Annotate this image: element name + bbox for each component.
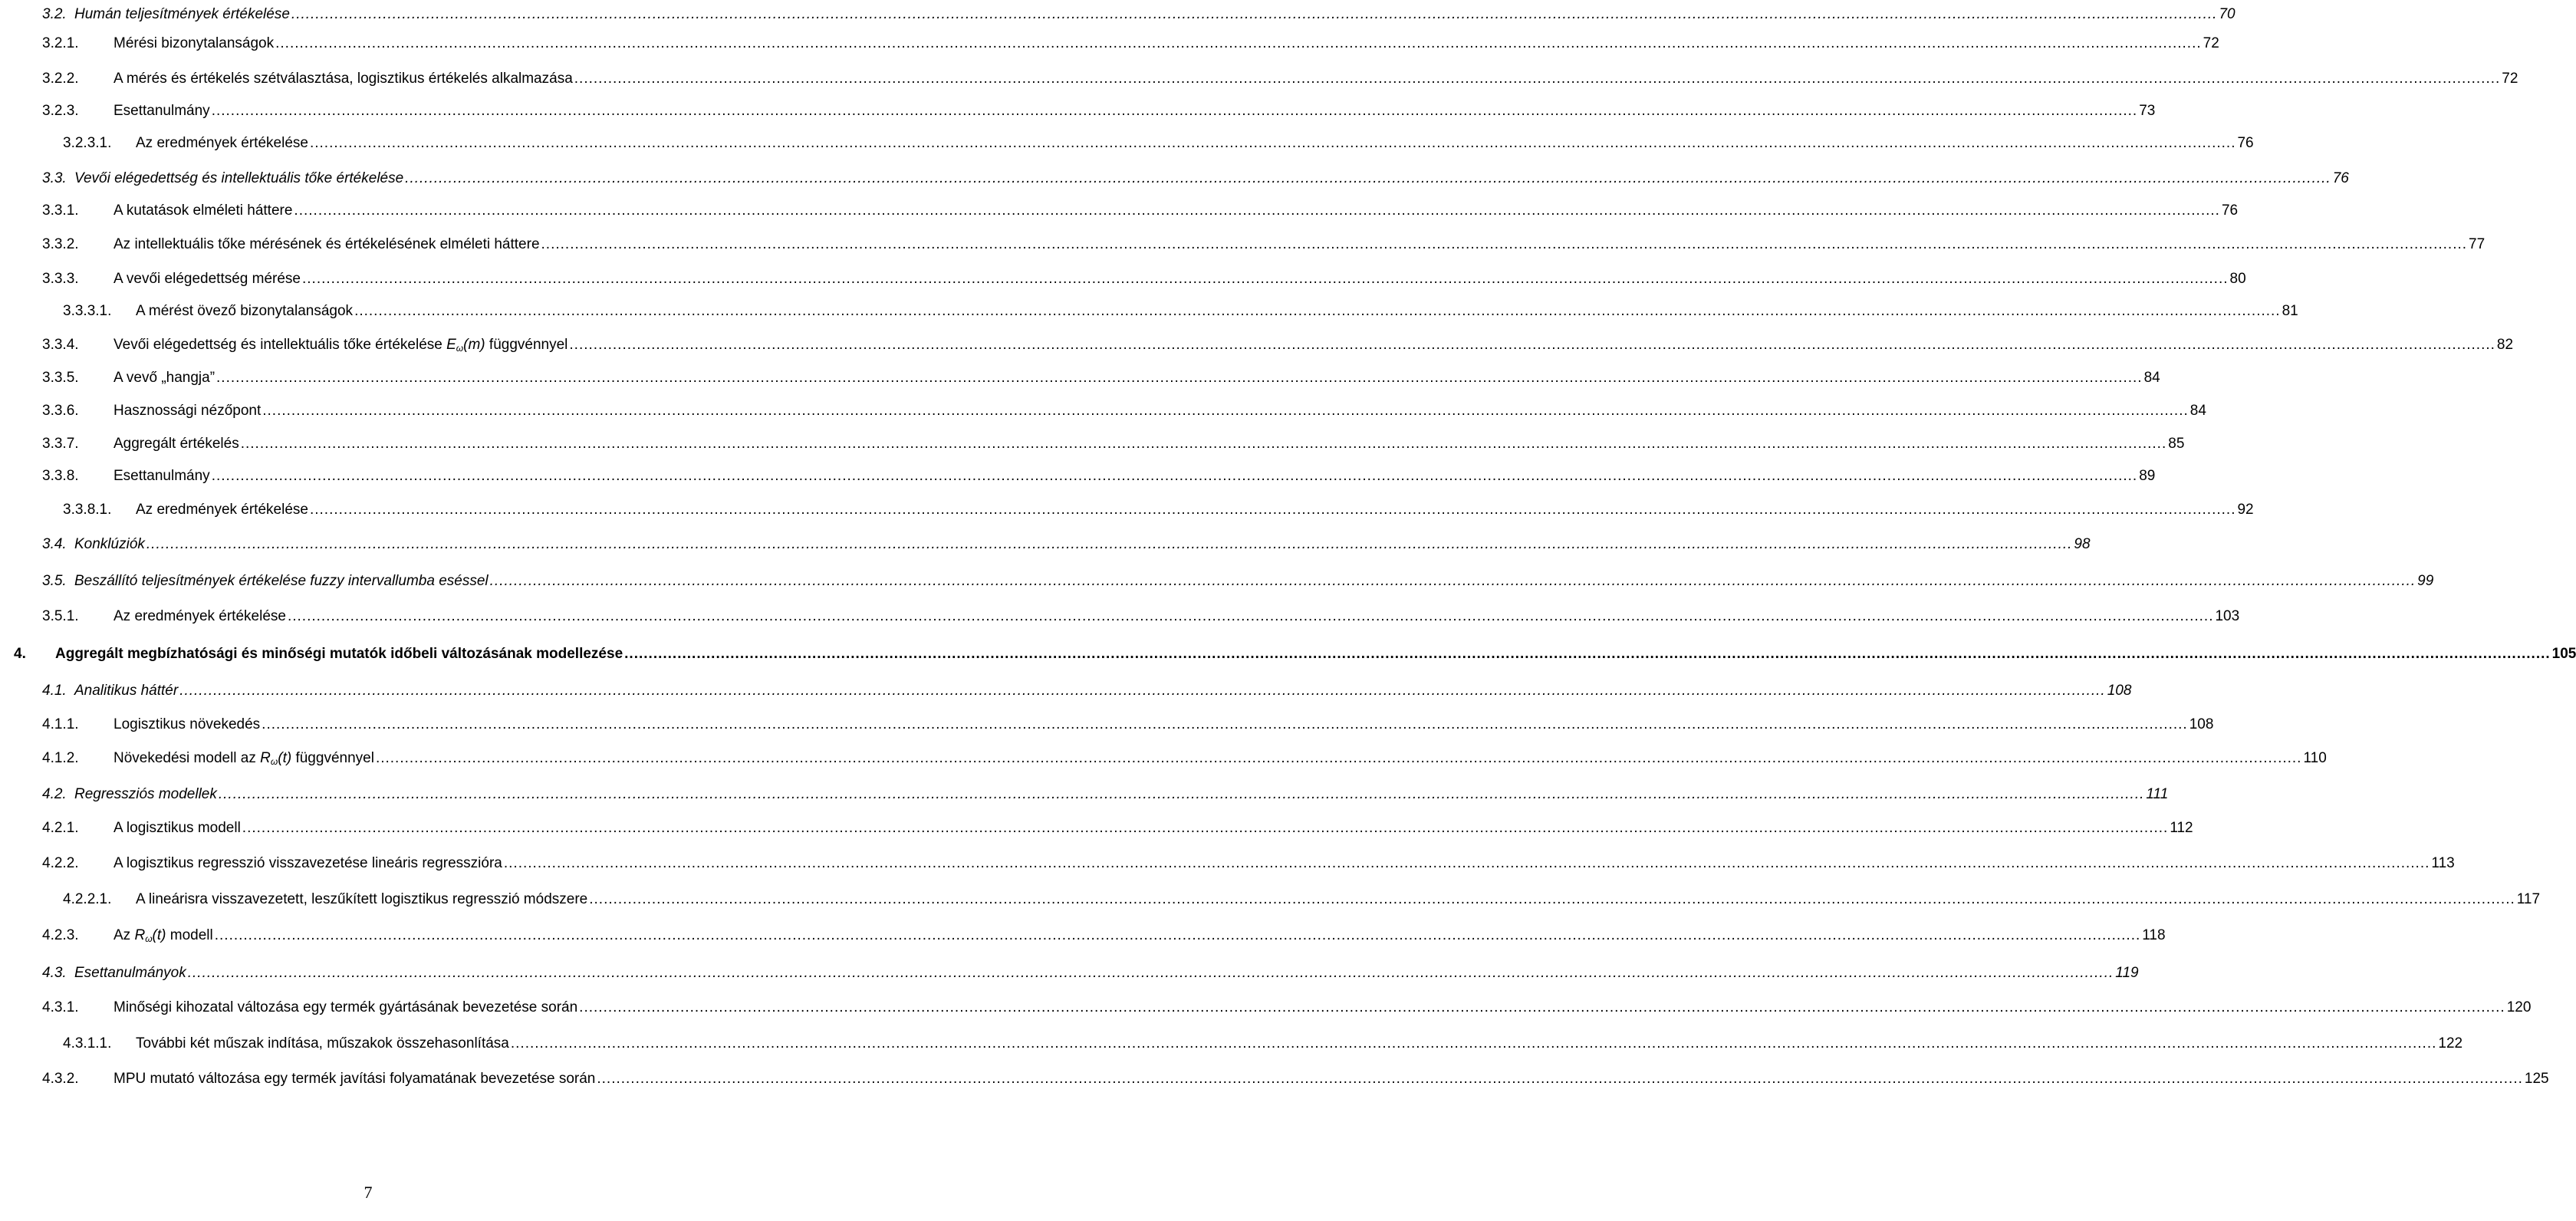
toc-formula-subscript: ω — [456, 343, 464, 354]
toc-entry-number: 4.3. — [42, 965, 67, 981]
toc-formula-symbol: R — [134, 927, 146, 943]
toc-entry-title: Analitikus háttér — [74, 683, 179, 699]
toc-entry-number: 3.3.7. — [42, 436, 79, 452]
toc-entry-number: 3.2.1. — [42, 35, 79, 51]
toc-entry-title — [114, 927, 213, 944]
toc-dot-leader: ................................................................................................................................................................................................................................................................................................................................................................................................................ — [242, 820, 2169, 836]
toc-entry-title: Aggregált megbízhatósági és minőségi mutatók időbeli változásának modellezése — [55, 646, 623, 662]
toc-entry-page: 81 — [2282, 303, 2298, 319]
toc-dot-leader: ................................................................................................................................................................................................................................................................................................................................................................................................................ — [309, 135, 2236, 151]
toc-entry-number: 4.2.2. — [42, 855, 79, 871]
toc-entry-number: 3.2.2. — [42, 71, 79, 87]
toc-entry-number: 3.5.1. — [42, 608, 79, 624]
toc-entry-title: A mérés és értékelés szétválasztása, logisztikus értékelés alkalmazása — [114, 71, 573, 87]
toc-entry[interactable] — [42, 710, 2214, 733]
toc-entry[interactable] — [42, 921, 2166, 944]
toc-entry-title: Humán teljesítmények értékelése — [74, 6, 290, 22]
toc-entry-page: 92 — [2237, 502, 2254, 518]
toc-entry-page: 85 — [2168, 436, 2185, 452]
toc-entry-title: Vevői elégedettség és intellektuális tőke értékelése — [74, 170, 404, 186]
toc-entry-title: Aggregált értékelés — [114, 436, 239, 452]
toc-title-text: függvénnyel — [485, 337, 568, 353]
toc-entry[interactable] — [42, 397, 2206, 420]
toc-dot-leader: ................................................................................................................................................................................................................................................................................................................................................................................................................ — [262, 716, 2188, 732]
toc-entry[interactable] — [42, 780, 2169, 803]
toc-entry-title: Mérési bizonytalanságok — [114, 35, 275, 51]
toc-entry-title: Esettanulmány — [114, 468, 210, 484]
toc-dot-leader: ................................................................................................................................................................................................................................................................................................................................................................................................................ — [574, 71, 2501, 87]
toc-entry-page: 72 — [2502, 71, 2518, 87]
toc-entry-page: 108 — [2107, 683, 2132, 699]
toc-entry-page: 84 — [2189, 403, 2206, 419]
toc-entry-number: 3.3.1. — [42, 202, 79, 219]
toc-entry-number: 3.2.3. — [42, 103, 79, 119]
toc-formula — [446, 337, 485, 353]
toc-entry-page: 73 — [2139, 103, 2156, 119]
toc-entry-page: 110 — [2303, 750, 2327, 766]
toc-dot-leader: ................................................................................................................................................................................................................................................................................................................................................................................................................ — [569, 337, 2495, 353]
toc-entry-title: MPU mutató változása egy termék javítási folyamatának bevezetése során — [114, 1071, 596, 1087]
toc-entry-title: Az intellektuális tőke mérésének és értékelésének elméleti háttere — [114, 236, 540, 252]
toc-entry-title: Esettanulmányok — [74, 965, 186, 981]
toc-entry-title: A kutatások elméleti háttere — [114, 202, 293, 219]
toc-entry[interactable] — [42, 331, 2514, 354]
toc-dot-leader: ................................................................................................................................................................................................................................................................................................................................................................................................................ — [216, 370, 2143, 386]
toc-entry-number: 4.3.2. — [42, 1071, 79, 1087]
toc-entry[interactable] — [63, 129, 2254, 152]
toc-entry[interactable] — [42, 97, 2156, 120]
toc-dot-leader: ................................................................................................................................................................................................................................................................................................................................................................................................................ — [291, 6, 2218, 22]
toc-entry-page: 84 — [2143, 370, 2160, 386]
toc-entry-page: 82 — [2496, 337, 2514, 353]
toc-entry-number: 4. — [14, 646, 26, 662]
toc-dot-leader: ................................................................................................................................................................................................................................................................................................................................................................................................................ — [218, 786, 2145, 802]
toc-entry-title — [114, 337, 568, 354]
toc-entry-title: Minőségi kihozatal változása egy termék gyártásának bevezetése során — [114, 999, 578, 1015]
toc-entry[interactable] — [14, 640, 2576, 663]
toc-entry[interactable] — [42, 530, 2091, 553]
toc-entry[interactable] — [42, 364, 2160, 387]
toc-dot-leader: ................................................................................................................................................................................................................................................................................................................................................................................................................ — [597, 1071, 2523, 1087]
toc-entry-number: 3.3.8.1. — [63, 502, 112, 518]
toc-entry-title: A vevői elégedettség mérése — [114, 271, 301, 287]
toc-dot-leader: ................................................................................................................................................................................................................................................................................................................................................................................................................ — [624, 646, 2551, 662]
toc-dot-leader: ................................................................................................................................................................................................................................................................................................................................................................................................................ — [275, 35, 2202, 51]
toc-formula — [260, 750, 291, 766]
toc-entry-title: Esettanulmány — [114, 103, 210, 119]
toc-entry-number: 4.3.1.1. — [63, 1035, 112, 1052]
toc-entry-number: 4.2.3. — [42, 927, 79, 943]
toc-entry-number: 3.3.5. — [42, 370, 79, 386]
toc-entry[interactable] — [42, 1065, 2549, 1088]
toc-entry[interactable] — [42, 814, 2193, 837]
toc-entry[interactable] — [42, 959, 2139, 982]
toc-entry-page: 113 — [2431, 855, 2455, 871]
page-number: 7 — [364, 1183, 373, 1202]
toc-entry-number: 3.3.4. — [42, 337, 79, 353]
toc-entry[interactable] — [42, 29, 2219, 52]
toc-entry-page: 119 — [2115, 965, 2139, 981]
toc-entry-title: A vevő „hangja” — [114, 370, 215, 386]
toc-formula-subscript: ω — [145, 933, 153, 944]
toc-dot-leader: ................................................................................................................................................................................................................................................................................................................................................................................................................ — [187, 965, 2114, 981]
toc-entry-page: 122 — [2438, 1035, 2463, 1052]
toc-entry-page: 99 — [2417, 573, 2434, 589]
toc-entry[interactable] — [42, 993, 2532, 1016]
toc-dot-leader: ................................................................................................................................................................................................................................................................................................................................................................................................................ — [179, 683, 2106, 699]
toc-entry-title: Hasznossági nézőpont — [114, 403, 262, 419]
toc-title-text: Az — [114, 927, 135, 943]
toc-dot-leader: ................................................................................................................................................................................................................................................................................................................................................................................................................ — [302, 271, 2229, 287]
toc-formula-argument: (t) — [152, 927, 166, 943]
toc-entry-page: 125 — [2524, 1071, 2549, 1087]
toc-entry-page: 105 — [2551, 646, 2576, 662]
toc-entry-number: 3.3.3.1. — [63, 303, 112, 319]
toc-dot-leader: ................................................................................................................................................................................................................................................................................................................................................................................................................ — [354, 303, 2281, 319]
toc-formula — [134, 927, 166, 943]
toc-entry[interactable] — [42, 64, 2518, 87]
toc-dot-leader: ................................................................................................................................................................................................................................................................................................................................................................................................................ — [294, 202, 2220, 219]
toc-entry-number: 4.2.1. — [42, 820, 79, 836]
toc-entry-number: 3.3.3. — [42, 271, 79, 287]
toc-entry-title: Az eredmények értékelése — [136, 502, 308, 518]
toc-entry-page: 76 — [2237, 135, 2254, 151]
toc-entry-title: Beszállító teljesítmények értékelése fuzzy intervallumba eséssel — [74, 573, 489, 589]
toc-entry-page: 111 — [2146, 786, 2169, 802]
toc-entry-number: 4.3.1. — [42, 999, 79, 1015]
toc-entry-number: 4.2. — [42, 786, 67, 802]
toc-dot-leader: ................................................................................................................................................................................................................................................................................................................................................................................................................ — [262, 403, 2189, 419]
toc-entry[interactable] — [42, 676, 2132, 699]
toc-entry[interactable] — [63, 297, 2298, 320]
toc-entry[interactable] — [63, 885, 2541, 908]
toc-formula-subscript: ω — [270, 756, 278, 767]
toc-entry-number: 3.4. — [42, 536, 67, 552]
toc-entry-number: 3.3. — [42, 170, 67, 186]
toc-entry-number: 4.1.1. — [42, 716, 79, 732]
toc-dot-leader: ................................................................................................................................................................................................................................................................................................................................................................................................................ — [510, 1035, 2437, 1052]
toc-dot-leader: ................................................................................................................................................................................................................................................................................................................................................................................................................ — [375, 750, 2302, 766]
toc-entry-page: 72 — [2203, 35, 2219, 51]
toc-entry-number: 3.3.2. — [42, 236, 79, 252]
toc-dot-leader: ................................................................................................................................................................................................................................................................................................................................................................................................................ — [309, 502, 2236, 518]
toc-entry-title: A mérést övező bizonytalanságok — [136, 303, 354, 319]
toc-entry-number: 3.3.6. — [42, 403, 79, 419]
toc-entry[interactable] — [63, 1029, 2463, 1052]
toc-formula-argument: (t) — [278, 750, 292, 766]
toc-dot-leader: ................................................................................................................................................................................................................................................................................................................................................................................................................ — [214, 927, 2141, 943]
toc-entry-number: 3.2.3.1. — [63, 135, 112, 151]
toc-formula-symbol: R — [260, 750, 271, 766]
toc-entry-page: 118 — [2142, 927, 2166, 943]
toc-entry-title: Regressziós modellek — [74, 786, 217, 802]
toc-entry-title: Konklúziók — [74, 536, 145, 552]
toc-entry-title — [114, 750, 374, 767]
toc-dot-leader: ................................................................................................................................................................................................................................................................................................................................................................................................................ — [211, 103, 2138, 119]
toc-entry-page: 103 — [2215, 608, 2240, 624]
toc-entry-page: 76 — [2221, 202, 2239, 219]
toc-entry-page: 80 — [2229, 271, 2246, 287]
toc-entry-title: További két műszak indítása, műszakok összehasonlítása — [136, 1035, 509, 1052]
toc-entry-page: 70 — [2219, 6, 2235, 22]
toc-entry[interactable] — [42, 429, 2185, 453]
toc-dot-leader: ................................................................................................................................................................................................................................................................................................................................................................................................................ — [503, 855, 2430, 871]
toc-formula-symbol: E — [446, 337, 456, 353]
toc-formula-argument: (m) — [463, 337, 485, 353]
toc-entry-number: 3.2. — [42, 6, 67, 22]
toc-entry-number: 4.2.2.1. — [63, 891, 112, 907]
toc-entry[interactable] — [42, 849, 2455, 872]
toc-entry-number: 3.5. — [42, 573, 67, 589]
toc-dot-leader: ................................................................................................................................................................................................................................................................................................................................................................................................................ — [146, 536, 2073, 552]
toc-entry[interactable] — [42, 265, 2246, 288]
toc-entry[interactable] — [63, 495, 2254, 518]
toc-entry-title: A lineárisra visszavezetett, leszűkített logisztikus regresszió módszere — [136, 891, 588, 907]
toc-dot-leader: ................................................................................................................................................................................................................................................................................................................................................................................................................ — [211, 468, 2138, 484]
toc-entry-number: 3.3.8. — [42, 468, 79, 484]
toc-entry-title: A logisztikus regresszió visszavezetése lineáris regresszióra — [114, 855, 502, 871]
toc-entry-page: 120 — [2506, 999, 2532, 1015]
toc-title-text: modell — [166, 927, 213, 943]
toc-entry-number: 4.1. — [42, 683, 67, 699]
toc-entry-page: 89 — [2139, 468, 2156, 484]
toc-dot-leader: ................................................................................................................................................................................................................................................................................................................................................................................................................ — [589, 891, 2515, 907]
toc-entry-title: Logisztikus növekedés — [114, 716, 261, 732]
toc-entry[interactable] — [42, 164, 2349, 187]
toc-dot-leader: ................................................................................................................................................................................................................................................................................................................................................................................................................ — [541, 236, 2468, 252]
toc-entry-page: 76 — [2332, 170, 2349, 186]
toc-entry-page: 117 — [2516, 891, 2541, 907]
toc-entry[interactable] — [42, 230, 2486, 253]
toc-entry[interactable] — [42, 744, 2327, 767]
toc-entry-page: 77 — [2469, 236, 2486, 252]
toc-entry-title: A logisztikus modell — [114, 820, 241, 836]
toc-entry[interactable] — [42, 196, 2239, 219]
toc-dot-leader: ................................................................................................................................................................................................................................................................................................................................................................................................................ — [579, 999, 2505, 1015]
toc-dot-leader: ................................................................................................................................................................................................................................................................................................................................................................................................................ — [287, 608, 2214, 624]
toc-entry-title: Az eredmények értékelése — [114, 608, 286, 624]
toc-dot-leader: ................................................................................................................................................................................................................................................................................................................................................................................................................ — [405, 170, 2331, 186]
toc-entry-page: 98 — [2074, 536, 2091, 552]
toc-title-text: függvénnyel — [291, 750, 374, 766]
toc-entry-page: 112 — [2170, 820, 2193, 836]
toc-title-text: Vevői elégedettség és intellektuális tőke értékelése — [114, 337, 447, 353]
toc-entry-title: Az eredmények értékelése — [136, 135, 308, 151]
toc-entry-number: 4.1.2. — [42, 750, 79, 766]
toc-dot-leader: ................................................................................................................................................................................................................................................................................................................................................................................................................ — [240, 436, 2167, 452]
toc-entry-page: 108 — [2189, 716, 2214, 732]
toc-title-text: Növekedési modell az — [114, 750, 261, 766]
toc-entry[interactable] — [42, 602, 2240, 625]
toc-entry[interactable] — [42, 462, 2156, 485]
toc-entry[interactable] — [42, 0, 2235, 23]
toc-dot-leader: ................................................................................................................................................................................................................................................................................................................................................................................................................ — [489, 573, 2416, 589]
toc-entry[interactable] — [42, 567, 2434, 590]
